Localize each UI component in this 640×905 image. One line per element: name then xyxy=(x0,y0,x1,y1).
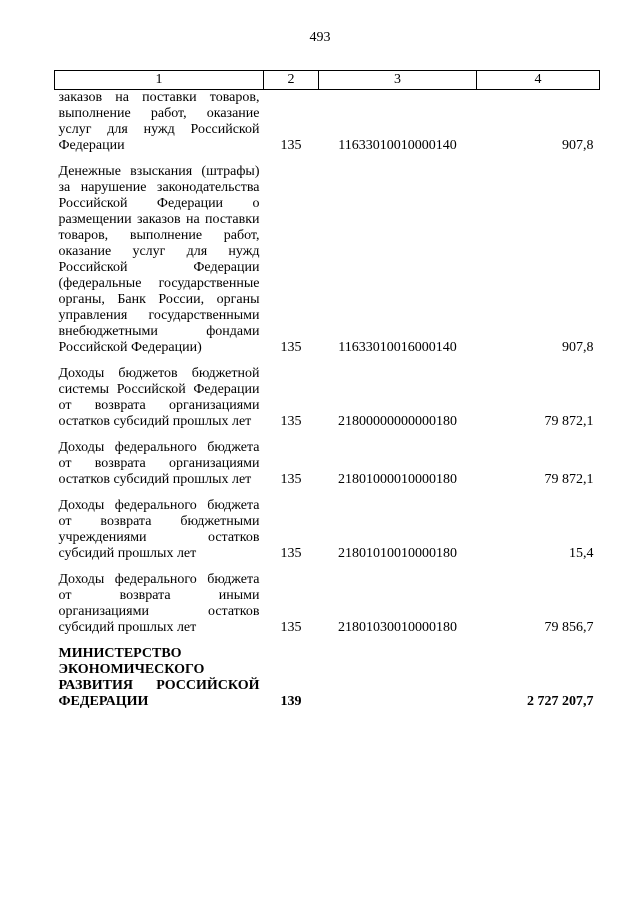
row-code: 135 xyxy=(280,414,302,429)
table-row xyxy=(55,498,600,562)
header-col-4: 4 xyxy=(477,71,600,90)
budget-table xyxy=(54,70,600,710)
table-row xyxy=(55,366,600,430)
row-sum: 79 872,1 xyxy=(544,472,594,487)
row-kbk: 21801000010000180 xyxy=(338,472,457,487)
row-sum: 79 872,1 xyxy=(544,414,594,429)
row-name: Денежные взыскания (штрафы) за нарушение законодательства Российской Федерации о размещении заказов на поставки товаров, выполнение работ, оказание услуг для нужд Российской Федерации (федеральные государственные органы, Банк России, органы управления государственными внебюджетными фондами Российской Федерации) xyxy=(58,164,260,355)
row-kbk: 11633010010000140 xyxy=(338,138,457,153)
row-code: 139 xyxy=(280,694,302,709)
row-name: Доходы федерального бюджета от возврата иными организациями остатков субсидий прошлых лет xyxy=(58,572,260,635)
row-kbk: 21800000000000180 xyxy=(338,414,457,429)
header-col-2: 2 xyxy=(264,71,319,90)
row-name: Доходы бюджетов бюджетной системы Российской Федерации от возврата организациями остатков субсидий прошлых лет xyxy=(58,366,260,429)
row-code: 135 xyxy=(280,546,302,561)
row-name: Доходы федерального бюджета от возврата бюджетными учреждениями остатков субсидий прошлых лет xyxy=(58,498,260,561)
row-sum: 79 856,7 xyxy=(544,620,594,635)
row-code: 135 xyxy=(280,620,302,635)
table-row xyxy=(55,440,600,488)
header-col-3: 3 xyxy=(319,71,477,90)
row-kbk: 21801010010000180 xyxy=(338,546,457,561)
row-kbk xyxy=(319,646,477,710)
row-name: МИНИСТЕРСТВО ЭКОНОМИЧЕСКОГО РАЗВИТИЯ РОССИЙСКОЙ ФЕДЕРАЦИИ xyxy=(58,646,260,709)
row-sum: 2 727 207,7 xyxy=(527,694,594,709)
header-row xyxy=(55,71,600,90)
table-row xyxy=(55,90,600,155)
row-sum: 15,4 xyxy=(569,546,594,561)
table-header xyxy=(55,71,600,90)
header-col-1: 1 xyxy=(55,71,264,90)
row-kbk: 11633010016000140 xyxy=(338,340,457,355)
row-name: заказов на поставки товаров, выполнение работ, оказание услуг для нужд Российской Федерации xyxy=(58,90,260,153)
row-code: 135 xyxy=(280,472,302,487)
table-row xyxy=(55,646,600,710)
row-code: 135 xyxy=(280,340,302,355)
row-code: 135 xyxy=(280,138,302,153)
row-name: Доходы федерального бюджета от возврата организациями остатков субсидий прошлых лет xyxy=(58,440,260,487)
page-number: 493 xyxy=(309,30,331,45)
row-sum: 907,8 xyxy=(562,138,594,153)
table-row xyxy=(55,572,600,636)
table-body xyxy=(55,90,600,711)
table-row xyxy=(55,164,600,356)
row-kbk: 21801030010000180 xyxy=(338,620,457,635)
row-sum: 907,8 xyxy=(562,340,594,355)
